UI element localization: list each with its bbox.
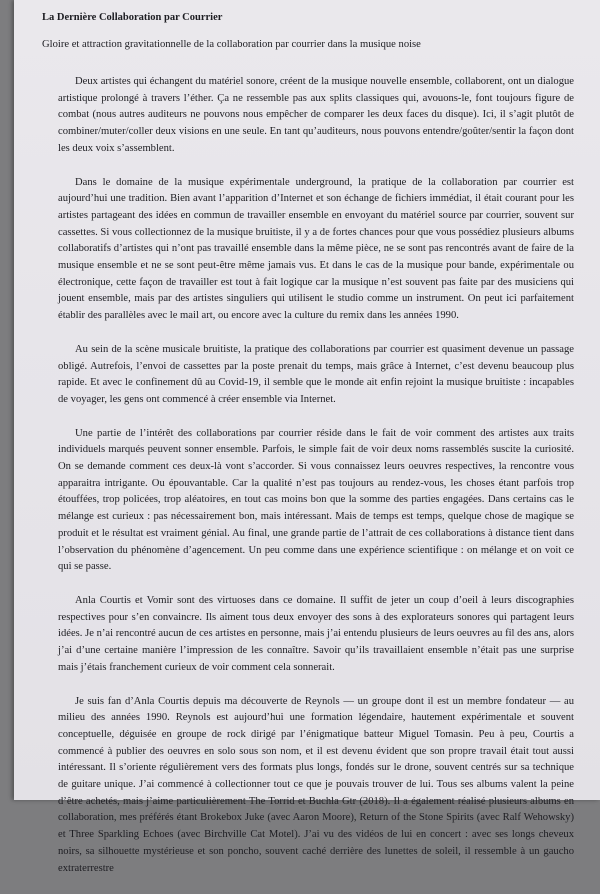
paragraph-intro: Deux artistes qui échangent du matériel sonore, créent de la musique nouvelle ensemble, collaborent, ont un dialogue artistique prolongé à travers l’éther. Ça ne ressemble pas aux splits classiques qui, avouons-le, font toujours figure de combat (nous autres auditeurs ne pouvons nous empêcher de comparer les deux faces du disque). Ici, il s’agit plutôt de combiner/muter/coller deux visions en une seule. En tant qu’auditeurs, nous pouvons entendre/goûter/sentir la façon dont les deux voix s’assemblent. xyxy=(58,76,574,154)
page-subtitle: Gloire et attraction gravitationnelle de la collaboration par courrier dans la musique noise xyxy=(42,39,421,50)
paragraph-noise-scene: Au sein de la scène musicale bruitiste, la pratique des collaborations par courrier est quasiment devenue un passage obligé. Autrefois, l’envoi de cassettes par la poste prenait du temps, mais grâce à Internet, c’est devenu beaucoup plus rapide. Et avec le confinement dû au Covid-19, il semble que le monde ait enfin rejoint la musique bruitiste : incapables de voyager, les gens ont commencé à créer ensemble via Internet. xyxy=(58,343,574,405)
article-body xyxy=(58,74,574,894)
paragraph-courtis-fan: Je suis fan d’Anla Courtis depuis ma découverte de Reynols — un groupe dont il est un membre fondateur — au milieu des années 1990. Reynols est aujourd’hui une formation légendaire, hautement expérimentale et souvent conceptuelle, déguisée en groupe de rock dirigé par l’énigmatique batteur Miguel Tomasin. Peu à peu, Courtis a commencé à publier des oeuvres en solo sous son nom, et il est devenu évident que son propre travail était tout aussi intéressant. Il s’oriente régulièrement vers des formats plus longs, fondés sur le drone, souvent centrés sur sa technique de guitare unique. J’ai commencé à collectionner tout ce que je pouvais trouver de lui. Tous ses albums valent la peine d’être achetés, mais j’aime particulièrement The Torrid et Buchla Gtr (2018). Il a également réalisé plusieurs albums en collaboration, mes préférés étant Brokebox Juke (avec Aaron Moore), Return of the Stone Spirits (avec Ralf Wehowsky) et Three Sparkling Echoes (avec Birchville Cat Motel). J’ai vu des vidéos de lui en concert : avec ses longs cheveux noirs, sa silhouette mystérieuse et son poncho, souvent caché derrière des lunettes de soleil, il ressemble à un gaucho extraterrestre xyxy=(58,695,574,874)
paragraph-interest: Une partie de l’intérêt des collaborations par courrier réside dans le fait de voir comment des artistes aux traits individuels marqués peuvent sonner ensemble. Parfois, le simple fait de voir deux noms rassemblés suscite la curiosité. On se demande comment ces deux-là vont s’accorder. Si vous connaissez leurs oeuvres respectives, la rencontre vous apparaitra intrigante. Ou épouvantable. Car la qualité n’est pas toujours au rendez-vous, les choses étant parfois trop étouffées, trop policées, trop aléatoires, en tout cas moins bon que la somme des parties engagées. Dans certains cas le mélange est curieux : pas nécessairement bon, mais intéressant. Mais de temps est temps, quelque chose de magique se produit et le résultat est vraiment génial. Au final, une grande partie de l’attrait de ces collaborations à distance tient dans l’observation du phénomène d’agencement. Un peu comme dans une expérience scientifique : on mélange et on voit ce qui se passe. xyxy=(58,427,574,573)
paragraph-tradition: Dans le domaine de la musique expérimentale underground, la pratique de la collaboration par courrier est aujourd’hui une tradition. Bien avant l’apparition d’Internet et son échange de fichiers immédiat, il était courant pour les artistes partageant des idées en commun de travailler ensemble en envoyant du matériel source par courrier, souvent sur cassettes. Si vous collectionnez de la musique bruitiste, il y a de fortes chances pour que vous possédiez plusieurs albums collaboratifs d’artistes qui n’ont pas travaillé ensemble dans la même pièce, ne se sont pas rencontrés avant de faire de la musique ensemble et ne se sont peut-être même jamais vus. Et dans le cas de la musique pour bande, expérimentale ou électronique, cette façon de travailler est tout à fait logique car la musique n’est souvent pas faite par des musiciens qui jouent ensemble, mais par des artistes singuliers qui utilisent le studio comme un instrument. On peut ici parfaitement établir des parallèles avec le mail art, ou encore avec la culture du remix dans les années 1990. xyxy=(58,176,574,322)
page-sheet xyxy=(14,0,600,874)
paragraph-courtis-vomir: Anla Courtis et Vomir sont des virtuoses dans ce domaine. Il suffit de jeter un coup d’oeil à leurs discographies respectives pour s’en convaincre. Ils aiment tous deux envoyer des sons à des explorateurs sonores qui partagent leurs idées. Je n’ai rencontré aucun de ces artistes en personne, mais j’ai entendu plusieurs de leurs oeuvres au fil des ans, alors j’ai d’une certaine manière l’impression de les connaître. Savoir qu’ils travaillaient ensemble n’était pas une surprise mais j’étais franchement curieux de voir comment cela sonnerait. xyxy=(58,594,574,673)
page-title: La Dernière Collaboration par Courrier xyxy=(42,12,223,23)
